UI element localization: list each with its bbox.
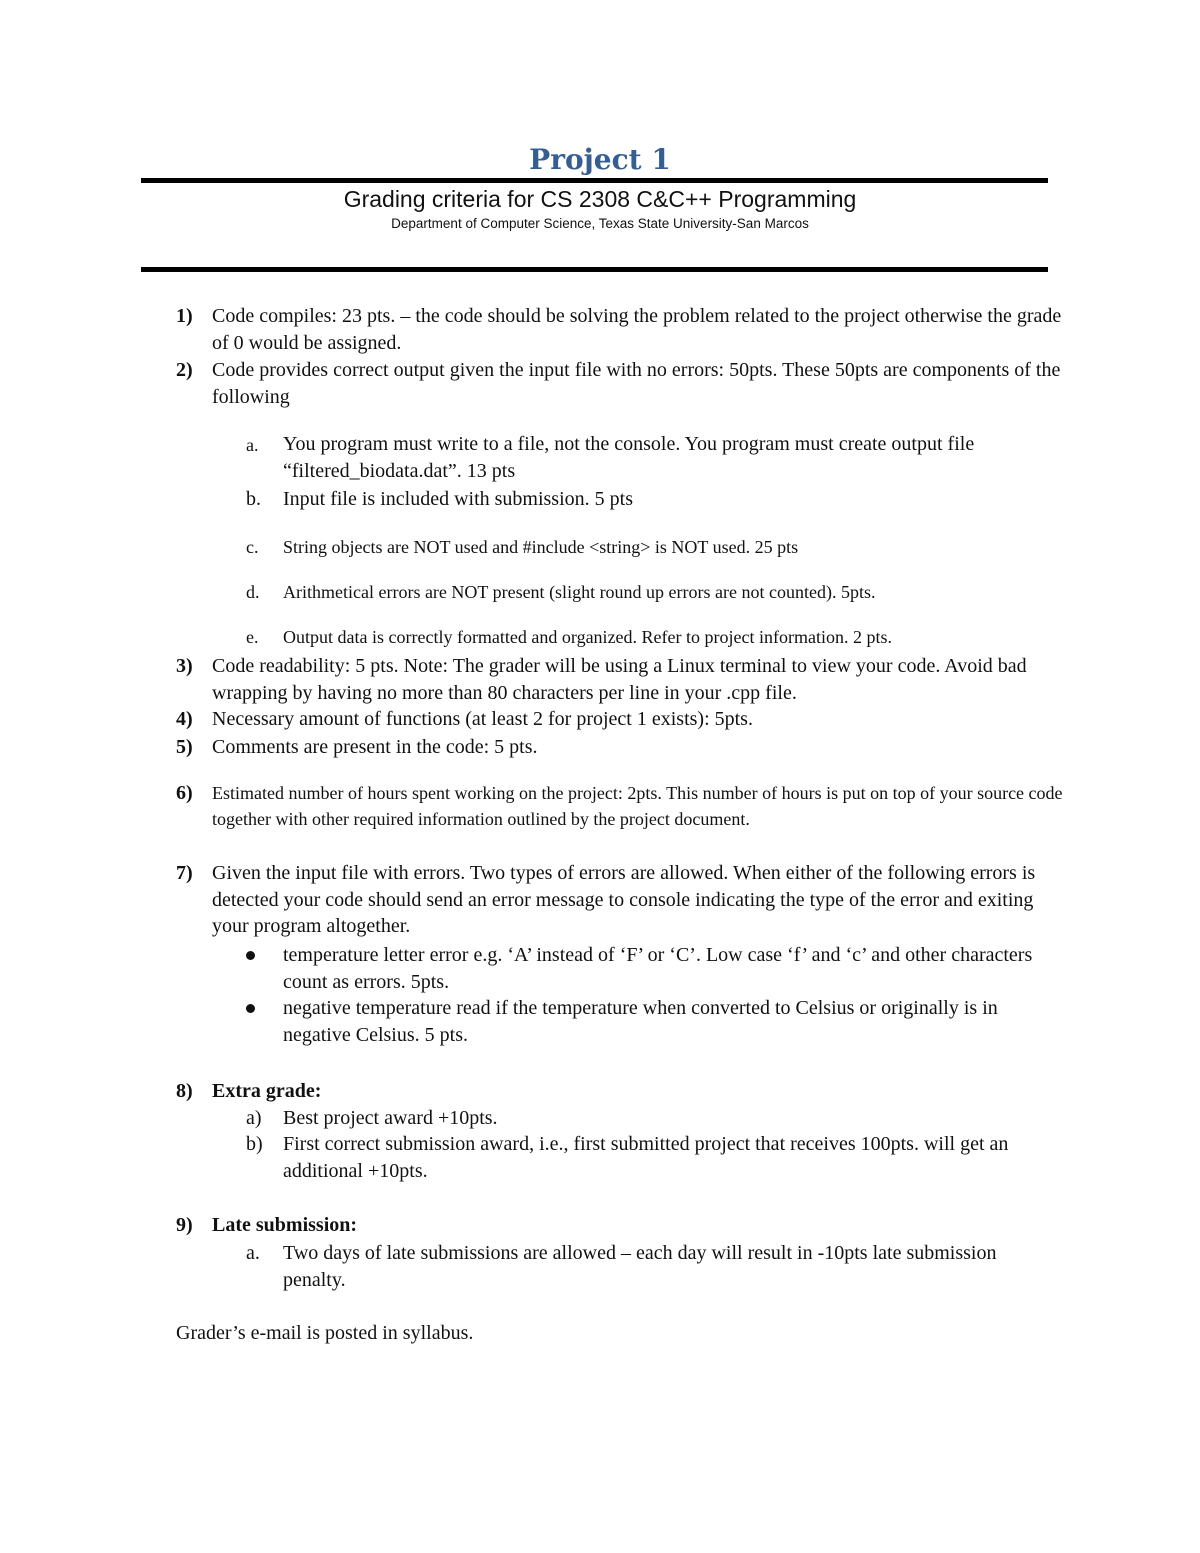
item-2b-letter: b. — [246, 488, 261, 510]
item-9a-letter: a. — [246, 1242, 260, 1264]
item-8a-letter: a) — [246, 1107, 262, 1129]
item-3-text: Code readability: 5 pts. Note: The grader will be using a Linux terminal to view your code. Avoid bad wrapping by having no more than 80 characters per line in your .cpp file. — [212, 655, 1027, 704]
item-2c-letter: c. — [246, 537, 259, 557]
item-7-text: Given the input file with errors. Two types of errors are allowed. When either of the following errors is detected your code should send an error message to console indicating the type of the error and exiting your program altogether. — [212, 862, 1036, 937]
item-7-number: 7) — [176, 862, 193, 884]
item-9-number: 9) — [176, 1214, 193, 1236]
item-6-text: Estimated number of hours spent working on the project: 2pts. This number of hours is put on top of your source code together with other required information outlined by the project document. — [212, 783, 1063, 829]
item-4-text: Necessary amount of functions (at least 2 for project 1 exists): 5pts. — [212, 708, 753, 730]
item-2d-letter: d. — [246, 582, 260, 602]
page-title: Project 1 — [529, 143, 671, 176]
item-4-number: 4) — [176, 708, 193, 730]
item-2b-text: Input file is included with submission. 5 pts — [283, 488, 633, 510]
bullet-icon — [246, 1004, 255, 1013]
item-2-text: Code provides correct output given the input file with no errors: 50pts. These 50pts are components of the following — [212, 359, 1061, 408]
item-1-number: 1) — [176, 305, 193, 327]
item-9a-text: Two days of late submissions are allowed – each day will result in -10pts late submission penalty. — [283, 1242, 997, 1291]
footer-note: Grader’s e-mail is posted in syllabus. — [176, 1322, 474, 1344]
item-6-number: 6) — [176, 782, 193, 804]
item-1-text: Code compiles: 23 pts. – the code should be solving the problem related to the project otherwise the grade of 0 would be assigned. — [212, 305, 1062, 354]
item-2d-text: Arithmetical errors are NOT present (slight round up errors are not counted). 5pts. — [283, 582, 876, 602]
item-9-heading: Late submission: — [212, 1214, 358, 1236]
item-2-number: 2) — [176, 359, 193, 381]
item-2a-letter: a. — [246, 435, 259, 455]
item-5-number: 5) — [176, 736, 193, 758]
item-2e-text: Output data is correctly formatted and organized. Refer to project information. 2 pts. — [283, 627, 892, 647]
bullet-icon — [246, 951, 255, 960]
item-2a-text: You program must write to a file, not the console. You program must create output file “filtered_biodata.dat”. 13 pts — [283, 433, 975, 482]
item-8-heading: Extra grade: — [212, 1080, 322, 1102]
item-7-bullet-1: temperature letter error e.g. ‘A’ instead of ‘F’ or ‘C’. Low case ‘f’ and ‘c’ and other characters count as errors. 5pts. — [283, 944, 1033, 993]
item-8-number: 8) — [176, 1080, 193, 1102]
item-5-text: Comments are present in the code: 5 pts. — [212, 736, 538, 758]
department-line: Department of Computer Science, Texas State University-San Marcos — [391, 216, 809, 231]
page-subtitle: Grading criteria for CS 2308 C&C++ Programming — [343, 186, 857, 212]
item-2c-text: String objects are NOT used and #include <string> is NOT used. 25 pts — [283, 537, 799, 557]
item-2e-letter: e. — [246, 627, 259, 647]
item-8b-letter: b) — [246, 1133, 263, 1155]
item-7-bullet-2: negative temperature read if the temperature when converted to Celsius or originally is in negative Celsius. 5 pts. — [283, 997, 998, 1046]
item-8b-text: First correct submission award, i.e., first submitted project that receives 100pts. will get an additional +10pts. — [283, 1133, 1009, 1182]
title-divider-top — [141, 178, 1048, 183]
title-divider-bottom — [141, 267, 1048, 272]
item-8a-text: Best project award +10pts. — [283, 1107, 498, 1129]
item-3-number: 3) — [176, 655, 193, 677]
